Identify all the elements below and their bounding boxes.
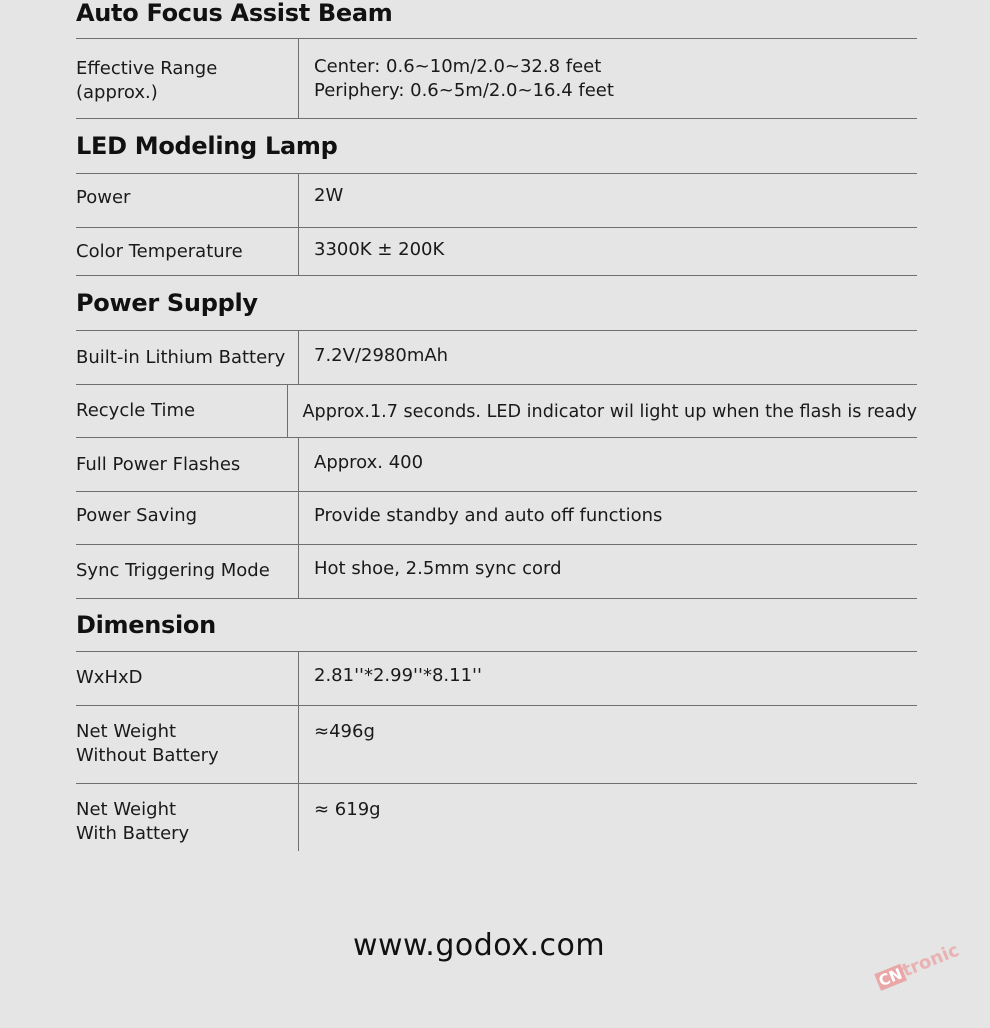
spec-label: Net Weight Without Battery	[76, 706, 299, 783]
spec-label: Sync Triggering Mode	[76, 545, 299, 598]
spec-row	[76, 651, 917, 705]
spec-value: 2.81''*2.99''*8.11''	[314, 665, 482, 686]
watermark-badge: CN	[876, 964, 905, 991]
spec-value: Center: 0.6~10m/2.0~32.8 feet Periphery: 0.6~5m/2.0~16.4 feet	[314, 56, 614, 101]
spec-label: Power	[76, 174, 299, 227]
spec-label: Effective Range (approx.)	[76, 39, 299, 118]
spec-label: Power Saving	[76, 492, 299, 544]
spec-label: WxHxD	[76, 652, 299, 705]
section-auto-focus-assist-beam	[76, 0, 917, 118]
spec-row	[76, 384, 917, 437]
spec-value: 3300K ± 200K	[314, 239, 445, 260]
spec-value: 2W	[314, 185, 344, 206]
spec-row	[76, 38, 917, 118]
spec-row	[76, 705, 917, 783]
spec-row	[76, 491, 917, 544]
section-title: Auto Focus Assist Beam	[76, 0, 393, 27]
spec-value: 7.2V/2980mAh	[314, 345, 449, 366]
spec-table	[76, 0, 917, 851]
section-power-supply	[76, 275, 917, 598]
spec-value: Approx.1.7 seconds. LED indicator wil light up when the flash is ready	[302, 402, 917, 422]
spec-label: Recycle Time	[76, 385, 288, 437]
section-dimension	[76, 598, 917, 851]
spec-row	[76, 227, 917, 275]
section-title: Power Supply	[76, 275, 917, 330]
spec-row	[76, 330, 917, 384]
section-led-modeling-lamp	[76, 118, 917, 275]
spec-row	[76, 437, 917, 491]
spec-value: ≈496g	[314, 721, 375, 742]
spec-label: Color Temperature	[76, 228, 299, 275]
spec-label: Net Weight With Battery	[76, 784, 299, 851]
spec-value: ≈ 619g	[314, 799, 381, 820]
spec-label: Full Power Flashes	[76, 438, 299, 491]
watermark-text: tronic	[899, 939, 963, 982]
spec-row	[76, 544, 917, 598]
spec-value: Provide standby and auto off functions	[314, 505, 663, 526]
section-title: LED Modeling Lamp	[76, 118, 917, 173]
spec-row	[76, 783, 917, 851]
spec-row	[76, 173, 917, 227]
spec-label: Built-in Lithium Battery	[76, 331, 299, 384]
website-link[interactable]: www.godox.com	[352, 928, 606, 963]
spec-value: Approx. 400	[314, 452, 424, 473]
section-title: Dimension	[76, 598, 917, 651]
spec-value: Hot shoe, 2.5mm sync cord	[314, 558, 562, 579]
